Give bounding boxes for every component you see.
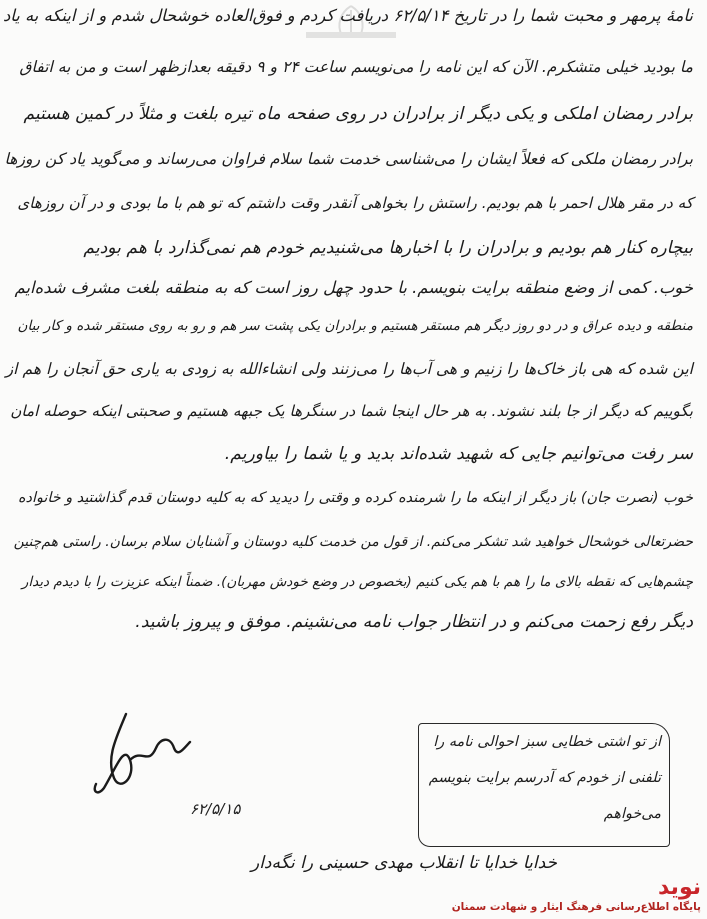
letter-date: ۶۲/۵/۱۵ [190, 800, 241, 818]
letter-line: این شده که هی باز خاک‌ها را زنیم و هی آب‌ها را می‌زنند ولی انشاء‌الله به زودی به یاری حق آنجان را هم از [5, 360, 693, 378]
letter-line: بیچاره کنار هم بودیم و برادران را با اخبارها می‌شنیدیم خودم هم نمی‌گذارد با هم بودیم [83, 238, 693, 258]
letter-line: که در مقر هلال احمر با هم بودیم. راستش را بخواهی آنقدر وقت داشتم که تو هم با ما بودی و در آن روزهای [17, 194, 693, 212]
letter-line: منطقه و دیده عراق و در دو روز دیگر هم مستقر هستیم و برادران یکی پشت سر هم و رو به روی مستقر شده و کار بیان [17, 318, 693, 334]
bleed-through-text [30, 668, 670, 684]
postscript-line: تلفنی از خودم که آدرسم برایت بنویسم [428, 770, 661, 786]
letter-line: حضرتعالی خوشحال خواهید شد تشکر می‌کنم. از قول من خدمت کلیه دوستان و آشنایان سلام برسان. راستی هم‌چنین [13, 534, 693, 550]
site-watermark [451, 875, 701, 915]
watermark-logo: نوید [657, 875, 701, 900]
closing-prayer-line: خدایا خدایا تا انقلاب مهدی حسینی را نگه‌دار [250, 853, 558, 873]
postscript-line: می‌خواهم [603, 806, 661, 822]
letter-line: برادر رمضان املکی و یکی دیگر از برادران در روی صفحه ماه تیره بلغت و مثلاً در کمین هستیم [23, 104, 693, 124]
watermark-caption: پایگاه اطلاع‌رسانی فرهنگ ایثار و شهادت سمنان [451, 901, 701, 913]
letter-line: چشم‌هایی که نقطه بالای ما را هم با هم یکی کنیم (بخصوص در وضع خودش مهربان). ضمناً اینکه عزیزت را با دیدم دیدار [21, 574, 693, 590]
postscript-line: از تو اشتی خطایی سبز احوالی نامه را [433, 734, 661, 750]
letter-line: دیگر رفع زحمت می‌کنم و در انتظار جواب نامه می‌نشینم. موفق و پیروز باشید. [135, 612, 693, 632]
letter-line: ما بودید خیلی متشکرم. الآن که این نامه را می‌نویسم ساعت ۲۴ و ۹ دقیقه بعدازظهر است و من به اتفاق [19, 58, 693, 76]
letter-line: سر رفت می‌توانیم جایی که شهید شده‌اند بدید و یا شما را بیاوریم. [224, 444, 693, 464]
letter-line: خوب (نصرت جان) باز دیگر از اینکه ما را شرمنده کرده و وقتی را دیدید که به کلیه دوستان قدم گذاشتید و خانواده [18, 490, 693, 506]
letter-line: برادر رمضان ملکی که فعلاً ایشان را می‌شناسی خدمت شما سلام فراوان می‌رساند و می‌گوید یاد کن روزها [4, 150, 693, 168]
letter-line: خوب. کمی از وضع منطقه برایت بنویسم. با حدود چهل روز است که به منطقه بلغت مشرف شده‌ایم [14, 278, 693, 297]
boxed-postscript [418, 723, 670, 847]
letter-line: بگوییم که دیگر از جا بلند نشوند. به هر حال اینجا شما در سنگرها یک جبهه هستیم و صحبتی اینکه حوصله امان [10, 402, 693, 420]
handwritten-signature [86, 708, 196, 798]
letter-line: نامهٔ پرمهر و محبت شما را در تاریخ ۶۲/۵/۱۴ دریافت کردم و فوق‌العاده خوشحال شدم و از اینکه به یاد [2, 6, 693, 25]
